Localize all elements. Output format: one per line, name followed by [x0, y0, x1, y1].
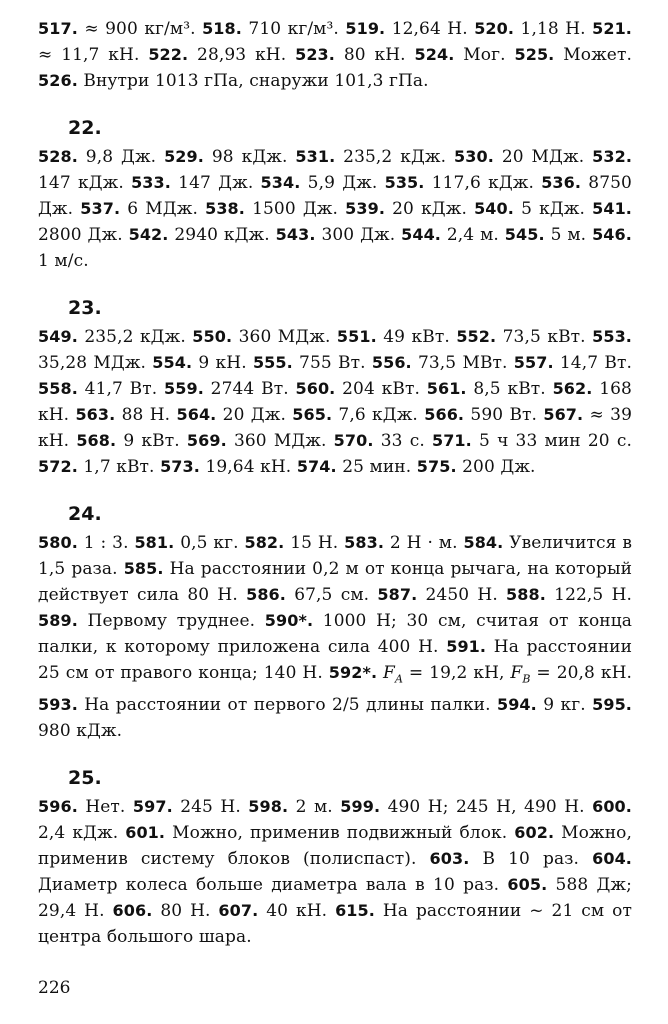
answer-text: 360 МДж. — [226, 431, 334, 451]
answer-number: 520. — [474, 19, 515, 38]
section-answers — [38, 144, 632, 274]
answer-number: 539. — [345, 199, 386, 218]
answer-number: 588. — [506, 585, 546, 604]
answer-number: 563. — [75, 405, 116, 424]
answer-number: 586. — [246, 585, 286, 604]
answer-number: 542. — [128, 225, 169, 244]
answer-text: 9 кН. — [192, 353, 253, 373]
section-answers — [38, 530, 632, 744]
answer-number: 591. — [446, 637, 487, 656]
answer-number: 595. — [592, 695, 632, 715]
answer-number: 607. — [218, 901, 259, 921]
answer-text: 122,5 Н. — [545, 585, 632, 605]
section-23 — [38, 296, 632, 480]
answer-number: 592*. — [328, 663, 378, 682]
answer-number: 594. — [496, 695, 537, 715]
answer-number: 541. — [592, 199, 632, 218]
answer-text: 7,6 кДж. — [332, 405, 425, 425]
answer-number: 526. — [38, 71, 78, 90]
answer-number: 590*. — [264, 611, 314, 630]
answer-number: 553. — [592, 327, 632, 346]
answer-text: 6 МДж. — [120, 199, 206, 219]
answer-number: 564. — [176, 405, 217, 424]
answer-text: На расстоянии ~ 21 см от центра большого шара. — [38, 901, 632, 948]
answer-number: 582. — [244, 533, 285, 552]
answer-text: На расстоянии 0,2 м от конца рычага, на который действует сила 80 Н. — [38, 559, 632, 605]
answer-text: 590 Вт. — [464, 405, 544, 425]
answer-text: 80 кН. — [334, 45, 415, 65]
answer-text: 49 кВт. — [376, 327, 457, 347]
answer-text: 245 Н. — [172, 797, 249, 818]
answer-text: 147 кДж. — [38, 173, 132, 193]
answer-text: 80 Н. — [152, 901, 219, 922]
answer-number: 565. — [292, 405, 333, 424]
answer-number: 552. — [456, 327, 497, 346]
answer-text: 2940 кДж. — [168, 225, 276, 245]
answer-number: 584. — [463, 533, 504, 552]
answer-number: 602. — [514, 823, 555, 843]
answer-number: 580. — [38, 533, 78, 552]
answer-text: На расстоянии 25 см от правого конца; 140 Н. — [38, 637, 633, 683]
answer-number: 574. — [296, 457, 337, 476]
answer-number: 585. — [123, 559, 164, 578]
answer-number: 550. — [192, 327, 233, 346]
answer-text: Диаметр колеса больше диаметра вала в 10 раз. — [38, 875, 508, 896]
answer-text: 41,7 Вт. — [77, 379, 165, 399]
answer-number: 558. — [38, 379, 78, 398]
answer-text: 14,7 Вт. — [553, 353, 632, 373]
answer-text: 755 Вт. — [292, 353, 372, 373]
answer-number: 561. — [426, 379, 467, 398]
answer-text: ≈ 11,7 кН. — [38, 45, 149, 65]
answer-number: 601. — [125, 823, 166, 843]
answer-text: 20 кДж. — [385, 199, 475, 219]
answer-text: 360 МДж. — [232, 327, 337, 347]
answer-number: 598. — [248, 797, 289, 817]
answer-number: 583. — [344, 533, 385, 552]
answer-text: 1500 Дж. — [244, 199, 346, 219]
answer-text: 1,18 Н. — [514, 19, 593, 39]
section-answers — [38, 794, 632, 950]
answer-text: 2744 Вт. — [203, 379, 296, 399]
answer-number: 596. — [38, 797, 78, 817]
page-number: 226 — [38, 978, 71, 998]
answer-number: 532. — [592, 147, 633, 166]
answer-number: 536. — [541, 173, 582, 192]
answer-text: 2450 Н. — [417, 585, 507, 605]
answer-number: 549. — [38, 327, 78, 346]
answer-number: 535. — [384, 173, 425, 192]
answer-text: 168 кН. — [38, 379, 632, 425]
answer-number: 570. — [333, 431, 374, 450]
answer-text: 73,5 МВт. — [411, 353, 514, 373]
answer-number: 556. — [371, 353, 412, 372]
answer-text: Может. — [554, 45, 632, 65]
answer-number: 555. — [252, 353, 293, 372]
answer-text: 2 м. — [288, 797, 341, 818]
answer-text: ≈ 39 кН. — [38, 405, 632, 451]
answer-text: 19,64 кН. — [199, 457, 297, 477]
answer-text: 15 Н. — [284, 533, 345, 553]
answer-text: 2,4 кДж. — [38, 823, 126, 844]
answer-text: 35,28 МДж. — [38, 353, 153, 373]
answer-number: 528. — [38, 147, 78, 166]
answer-number: 531. — [295, 147, 336, 166]
answer-number: 523. — [295, 45, 335, 64]
answers-page — [38, 16, 632, 950]
answer-number: 615. — [335, 901, 375, 921]
answer-number: 600. — [592, 797, 632, 817]
answer-text: 0,5 кг. — [174, 533, 245, 553]
answer-number: 521. — [592, 19, 632, 38]
section-heading: 25. — [68, 767, 102, 790]
answer-text: 235,2 кДж. — [77, 327, 193, 347]
answer-number: 572. — [38, 457, 78, 476]
section-25 — [38, 766, 632, 950]
answer-number: 566. — [424, 405, 465, 424]
answer-number: 517. — [38, 19, 78, 38]
answer-text: 40 кН. — [258, 901, 336, 922]
answer-text: Внутри 1013 гПа, снаружи 101,3 гПа. — [77, 71, 429, 91]
answer-text: 490 Н; 245 Н, 490 Н. — [380, 797, 593, 818]
answer-text: Можно, применив подвижный блок. — [165, 823, 515, 844]
answer-text: 25 мин. — [336, 457, 417, 477]
answer-text: Мог. — [454, 45, 515, 65]
section-heading: 24. — [68, 503, 102, 525]
answer-number: 569. — [186, 431, 227, 450]
answer-number: 571. — [431, 431, 472, 450]
answer-text: 2 Н · м. — [384, 533, 464, 553]
section-answers — [38, 324, 632, 480]
answer-number: 597. — [132, 797, 173, 817]
answer-number: 522. — [148, 45, 189, 64]
answer-number: 604. — [592, 849, 632, 869]
answer-number: 525. — [514, 45, 555, 64]
answer-text: 9 кВт. — [116, 431, 187, 451]
answer-text: 5 ч 33 мин 20 с. — [471, 431, 632, 451]
answer-number: 545. — [504, 225, 545, 244]
answer-number: 529. — [164, 147, 204, 166]
answer-text: 1 : 3. — [77, 533, 135, 553]
answer-text: 28,93 кН. — [188, 45, 296, 65]
answer-number: 603. — [429, 849, 470, 869]
answer-text: 8,5 кВт. — [466, 379, 553, 399]
answer-number: 567. — [543, 405, 584, 424]
answer-number: 599. — [340, 797, 381, 817]
answer-text: 98 кДж. — [203, 147, 296, 167]
answer-text: $F_A = 19,2$ кН, $F_B = 20,8$ кН. — [383, 663, 633, 686]
answer-number: 589. — [38, 611, 78, 630]
answer-text: 980 кДж. — [38, 721, 123, 742]
answer-text: 9,8 Дж. — [77, 147, 165, 167]
answer-text: 300 Дж. — [315, 225, 402, 245]
answer-number: 538. — [205, 199, 245, 218]
section-heading: 23. — [68, 297, 102, 319]
answer-number: 540. — [474, 199, 514, 218]
answer-text: Первому труднее. — [77, 611, 265, 631]
answer-text: В 10 раз. — [469, 849, 593, 870]
answer-text: 1000 Н; 30 см, считая от конца палки, к которому приложена сила 400 Н. — [38, 611, 632, 657]
answer-text: 8750 Дж. — [38, 173, 632, 219]
answer-text: 33 с. — [373, 431, 432, 451]
answer-text: 88 Н. — [115, 405, 177, 425]
intro-answers — [38, 16, 632, 94]
answer-text: 235,2 кДж. — [335, 147, 455, 167]
answer-number: 519. — [345, 19, 386, 38]
answer-text: 5 кДж. — [513, 199, 593, 219]
answer-text: 5 м. — [544, 225, 593, 245]
answer-number: 587. — [377, 585, 418, 604]
answer-text: 204 кВт. — [335, 379, 427, 399]
answer-number: 546. — [592, 225, 632, 244]
answer-text: 2800 Дж. — [38, 225, 129, 245]
answer-text: 200 Дж. — [456, 457, 536, 477]
answer-text: 588 Дж; 29,4 Н. — [38, 875, 632, 922]
answer-number: 544. — [401, 225, 441, 244]
answer-number: 605. — [507, 875, 548, 895]
answer-text: Нет. — [77, 797, 133, 818]
answer-text: 147 Дж. — [170, 173, 261, 193]
answer-number: 573. — [160, 457, 200, 476]
answer-number: 559. — [164, 379, 204, 398]
answer-number: 543. — [275, 225, 316, 244]
answer-text: ≈ 900 кг/м³. — [77, 19, 203, 39]
section-24 — [38, 502, 632, 744]
answer-number: 593. — [38, 695, 78, 715]
answer-text: 12,64 Н. — [385, 19, 475, 39]
answer-text: 5,9 Дж. — [300, 173, 385, 193]
answer-number: 557. — [513, 353, 554, 372]
section-22 — [38, 116, 632, 274]
answer-number: 537. — [80, 199, 121, 218]
answer-number: 530. — [454, 147, 494, 166]
answer-number: 533. — [131, 173, 171, 192]
answer-number: 575. — [416, 457, 457, 476]
answer-number: 518. — [202, 19, 242, 38]
answer-number: 534. — [260, 173, 301, 192]
answer-number: 606. — [112, 901, 153, 921]
section-heading: 22. — [68, 117, 102, 139]
answer-text: 20 Дж. — [216, 405, 293, 425]
answer-number: 560. — [295, 379, 336, 398]
answer-text: 20 МДж. — [493, 147, 593, 167]
answer-text: 1,7 кВт. — [77, 457, 161, 477]
answer-text: 117,6 кДж. — [424, 173, 542, 193]
answer-number: 554. — [152, 353, 193, 372]
answer-text: 2,4 м. — [441, 225, 505, 245]
answer-text: Можно, применив систему блоков (полиспаст). — [38, 823, 632, 870]
answer-number: 581. — [134, 533, 175, 552]
answer-text: 710 кг/м³. — [241, 19, 346, 39]
answer-text: 1 м/с. — [38, 251, 89, 271]
answer-number: 524. — [414, 45, 455, 64]
answer-number: 568. — [76, 431, 117, 450]
answer-number: 551. — [336, 327, 377, 346]
answer-number: 562. — [552, 379, 593, 398]
answer-text: На расстоянии от первого 2/5 длины палки. — [77, 695, 497, 716]
answer-text: 73,5 кВт. — [496, 327, 593, 347]
answer-text: 67,5 см. — [285, 585, 378, 605]
answer-text: 9 кг. — [536, 695, 593, 716]
answer-text: Увеличится в 1,5 раза. — [38, 533, 632, 579]
